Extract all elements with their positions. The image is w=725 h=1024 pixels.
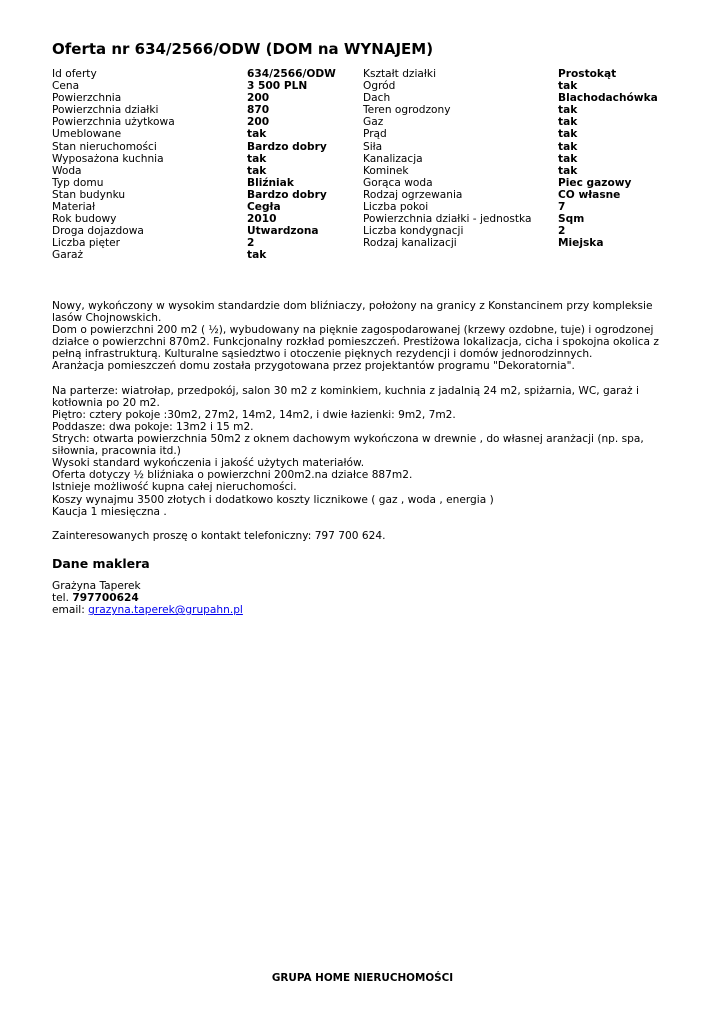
property-label: Id oferty bbox=[52, 68, 97, 80]
property-label: Kanalizacja bbox=[363, 152, 423, 165]
property-value: 634/2566/ODW bbox=[247, 68, 336, 80]
agent-phone: 797700624 bbox=[72, 592, 139, 605]
table-row bbox=[52, 92, 658, 104]
description-paragraph: Piętro: cztery pokoje :30m2, 27m2, 14m2, 14m2, i dwie łazienki: 9m2, 7m2. bbox=[52, 408, 456, 421]
property-label: Rodzaj kanalizacji bbox=[363, 237, 457, 250]
property-label: Umeblowane bbox=[52, 128, 122, 141]
property-value: tak bbox=[558, 140, 578, 153]
table-row bbox=[52, 177, 658, 189]
property-label: Woda bbox=[52, 164, 82, 177]
property-label: Droga dojazdowa bbox=[52, 225, 144, 238]
description-paragraph: Poddasze: dwa pokoje: 13m2 i 15 m2. bbox=[52, 420, 254, 433]
table-row bbox=[52, 189, 658, 201]
property-label: Powierzchnia działki - jednostka bbox=[363, 213, 532, 226]
property-value: 2010 bbox=[247, 213, 277, 226]
property-value: Bardzo dobry bbox=[247, 188, 327, 201]
property-value: 7 bbox=[558, 201, 566, 214]
description-paragraph: Aranżacja pomieszczeń domu została przygotowana przez projektantów programu "Dekoratornia". bbox=[52, 360, 575, 373]
property-value: tak bbox=[558, 116, 578, 129]
property-label: Garaż bbox=[52, 249, 84, 262]
table-row bbox=[52, 213, 658, 225]
property-value: 2 bbox=[247, 237, 255, 250]
property-value: Utwardzona bbox=[247, 225, 319, 238]
contact-line: Zainteresowanych proszę o kontakt telefoniczny: 797 700 624. bbox=[52, 529, 386, 542]
property-label-empty bbox=[363, 249, 558, 261]
table-row bbox=[52, 116, 658, 128]
property-value: Blachodachówka bbox=[558, 92, 658, 105]
property-value: tak bbox=[247, 249, 267, 262]
property-value: 2 bbox=[558, 225, 566, 238]
description-paragraph: Dom o powierzchni 200 m2 ( ½), wybudowany na pięknie zagospodarowanej (krzewy ozdobne, tuje) i ogrodzonej działce o powierzchni 870m2. Funkcjonalny rozkład pomieszczeń. Prestiżowa lokalizacja, cicha i spokojna okolica z pełną infrastrukturą. Kulturalne sąsiedztwo i otoczenie pięknych rezydencji i domów jednorodzinnych. bbox=[52, 324, 659, 361]
property-value: 200 bbox=[247, 92, 270, 105]
offer-title: Oferta nr 634/2566/ODW (DOM na WYNAJEM) bbox=[52, 40, 434, 58]
property-value: Piec gazowy bbox=[558, 176, 632, 189]
description-paragraph: Strych: otwarta powierzchnia 50m2 z oknem dachowym wykończona w drewnie , do własnej aranżacji (np. spa, siłownia, pracownia itd.) bbox=[52, 433, 644, 458]
property-value: Prostokąt bbox=[558, 68, 617, 80]
paragraph-gap bbox=[52, 373, 677, 385]
property-label: Cena bbox=[52, 80, 80, 93]
agent-heading: Dane maklera bbox=[52, 556, 150, 571]
table-row bbox=[52, 80, 658, 92]
description-paragraph: Na parterze: wiatrołap, przedpokój, salon 30 m2 z kominkiem, kuchnia z jadalnią 24 m2, spiżarnia, WC, garaż i kotłownia po 20 m2. bbox=[52, 384, 639, 409]
table-row bbox=[52, 68, 658, 80]
description-paragraph: Nowy, wykończony w wysokim standardzie dom bliźniaczy, położony na granicy z Konstancinem przy kompleksie lasów Chojnowskich. bbox=[52, 300, 653, 325]
description-paragraph: Istnieje możliwość kupna całej nieruchomości. bbox=[52, 481, 297, 494]
table-row bbox=[52, 153, 658, 165]
property-label: Materiał bbox=[52, 201, 96, 214]
property-label: Powierzchnia działki bbox=[52, 104, 159, 117]
property-label: Prąd bbox=[363, 128, 387, 141]
agent-email-row bbox=[52, 604, 243, 616]
property-value: tak bbox=[247, 128, 267, 141]
property-label: Powierzchnia bbox=[52, 92, 122, 105]
property-value: tak bbox=[247, 164, 267, 177]
description-paragraph: Kaucja 1 miesięczna . bbox=[52, 505, 167, 518]
agent-email-link[interactable]: grazyna.taperek@grupahn.pl bbox=[88, 604, 243, 617]
description-paragraph: Koszy wynajmu 3500 złotych i dodatkowo koszty licznikowe ( gaz , woda , energia ) bbox=[52, 493, 494, 506]
description-paragraph: Wysoki standard wykończenia i jakość użytych materiałów. bbox=[52, 457, 365, 470]
property-label: Ogród bbox=[363, 80, 396, 93]
property-value: tak bbox=[558, 152, 578, 165]
property-label: Rodzaj ogrzewania bbox=[363, 188, 463, 201]
property-value: 200 bbox=[247, 116, 270, 129]
property-label: Gaz bbox=[363, 116, 384, 129]
agent-name: Grażyna Taperek bbox=[52, 580, 141, 592]
table-row bbox=[52, 128, 658, 140]
property-label: Stan budynku bbox=[52, 188, 126, 201]
property-value: tak bbox=[247, 152, 267, 165]
table-row bbox=[52, 104, 658, 116]
offer-description bbox=[52, 300, 677, 542]
table-row bbox=[52, 225, 658, 237]
property-value: tak bbox=[558, 104, 578, 117]
property-value: Cegła bbox=[247, 201, 281, 214]
property-label: Dach bbox=[363, 92, 391, 105]
property-value: tak bbox=[558, 128, 578, 141]
agent-details bbox=[52, 580, 243, 616]
property-label: Stan nieruchomości bbox=[52, 140, 157, 153]
property-label: Powierzchnia użytkowa bbox=[52, 116, 175, 129]
table-row bbox=[52, 201, 658, 213]
agent-phone-label: tel. bbox=[52, 592, 73, 605]
property-value: Bliźniak bbox=[247, 176, 294, 189]
property-label: Liczba pięter bbox=[52, 237, 121, 250]
property-label: Liczba pokoi bbox=[363, 201, 429, 214]
property-label: Wyposażona kuchnia bbox=[52, 152, 164, 165]
property-label: Liczba kondygnacji bbox=[363, 225, 464, 238]
property-label: Typ domu bbox=[52, 176, 104, 189]
property-label: Kształt działki bbox=[363, 68, 437, 80]
property-value-empty bbox=[558, 249, 658, 261]
property-value: Bardzo dobry bbox=[247, 140, 327, 153]
property-label: Teren ogrodzony bbox=[363, 104, 451, 117]
property-value: tak bbox=[558, 80, 578, 93]
agent-phone-row bbox=[52, 592, 243, 604]
property-label: Siła bbox=[363, 140, 383, 153]
property-label: Kominek bbox=[363, 164, 409, 177]
property-value: 3 500 PLN bbox=[247, 80, 308, 93]
property-value: CO własne bbox=[558, 188, 621, 201]
property-label: Gorąca woda bbox=[363, 176, 433, 189]
properties-table bbox=[52, 68, 658, 262]
table-row bbox=[52, 237, 658, 249]
agent-email-label: email: bbox=[52, 604, 89, 617]
table-row bbox=[52, 165, 658, 177]
property-value: Miejska bbox=[558, 237, 604, 250]
description-paragraph: Oferta dotyczy ½ bliźniaka o powierzchni 200m2.na działce 887m2. bbox=[52, 469, 413, 482]
footer-company: GRUPA HOME NIERUCHOMOŚCI bbox=[271, 972, 454, 984]
property-value: Sqm bbox=[558, 213, 585, 226]
table-row bbox=[52, 249, 658, 261]
table-row bbox=[52, 141, 658, 153]
property-value: tak bbox=[558, 164, 578, 177]
property-label: Rok budowy bbox=[52, 213, 117, 226]
property-value: 870 bbox=[247, 104, 270, 117]
paragraph-gap bbox=[52, 518, 677, 530]
